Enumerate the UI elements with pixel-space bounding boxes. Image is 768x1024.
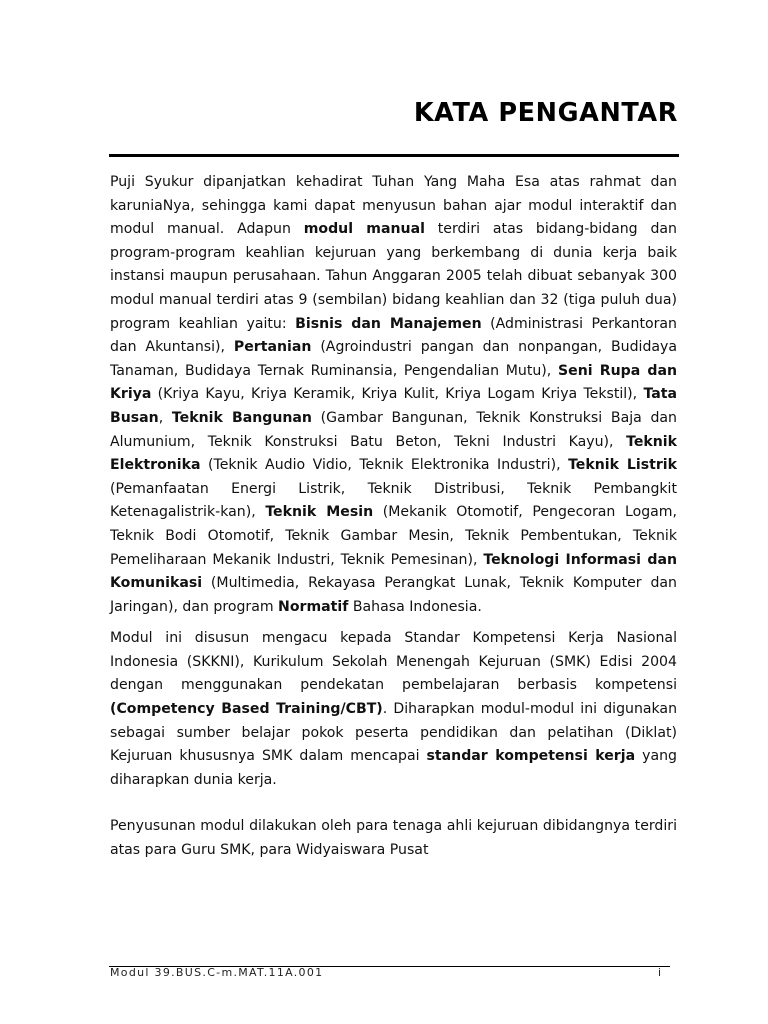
bold-term: Pertanian [233,339,312,356]
bold-term: Teknik Mesin [265,504,374,521]
bold-term: Teknologi Informasi dan Komunikasi [110,551,677,592]
text-run: (Pemanfaatan Energi Listrik, Teknik Distribusi, Teknik Pembangkit Ketenagalistrik-kan), [110,480,677,521]
bold-term: Tata Busan [110,386,677,426]
text-run: Modul ini disusun mengacu kepada Standar Kompetensi Kerja Nasional Indonesia (SKKNI), Kurikulum Sekolah Menengah Kejuruan (SMK) Edisi 2004 dengan menggunakan pendekatan pembelajaran berbasis kompetensi [110,630,677,694]
text-run: (Teknik Audio Vidio, Teknik Elektronika Industri), [200,457,569,474]
text-run: (Mekanik Otomotif, Pengecoran Logam, Teknik Bodi Otomotif, Teknik Gambar Mesin, Teknik Pembentukan, Teknik Pemeliharaan Mekanik Industri, Teknik Pemesinan), [110,504,677,568]
bold-term: Bisnis dan Manajemen [295,315,482,332]
text-run: (Agroindustri pangan dan nonpangan, Budidaya Tanaman, Budidaya Ternak Ruminansia, Pengendalian Mutu), [110,339,678,379]
title-divider [109,154,679,157]
footer-module-code: Modul 39.BUS.C-m.MAT.11A.001 [110,966,324,979]
document-body [110,171,677,863]
footer-page-number: i [658,966,662,979]
bold-term: Seni Rupa dan Kriya [110,362,677,403]
paragraph-2 [110,627,677,792]
paragraph-3 [110,815,677,862]
bold-term: (Competency Based Training/CBT) [110,701,383,718]
text-run: Penyusunan modul dilakukan oleh para tenaga ahli kejuruan dibidangnya terdiri atas para Guru SMK, para Widyaiswara Pusat [110,818,677,859]
text-run: (Administrasi Perkantoran dan Akuntansi), [110,315,677,356]
paragraph-1 [110,171,677,619]
text-run: terdiri atas bidang-bidang dan program-program keahlian kejuruan yang berkembang di dunia kerja baik instansi maupun perusahaan. Tahun Anggaran 2005 telah dibuat sebanyak 300 modul manual terdiri atas 9 (sembilan) bidang keahlian dan 32 (tiga puluh dua) program keahlian yaitu: [110,221,677,332]
bold-term: Teknik Listrik [568,457,677,474]
text-run: . Diharapkan modul-modul ini digunakan sebagai sumber belajar pokok peserta pendidikan dan pelatihan (Diklat) Kejuruan khususnya SMK dalam mencapai [110,701,677,765]
page-title: KATA PENGANTAR [413,98,678,128]
bold-term: modul manual [303,221,425,238]
text-run: Puji Syukur dipanjatkan kehadirat Tuhan Yang Maha Esa atas rahmat dan karuniaNya, sehingga kami dapat menyusun bahan ajar modul interaktif dan modul manual. Adapun [110,174,677,238]
text-run: , [158,409,172,426]
text-run: (Multimedia, Rekayasa Perangkat Lunak, Teknik Komputer dan Jaringan), dan program [110,575,677,615]
bold-term: standar kompetensi kerja [426,748,636,765]
bold-term: Normatif [278,598,349,615]
bold-term: Teknik Bangunan [171,409,312,426]
bold-term: Teknik Elektronika [110,433,677,474]
text-run: yang diharapkan dunia kerja. [110,748,677,788]
text-run: Bahasa Indonesia. [348,598,482,615]
text-run: (Kriya Kayu, Kriya Keramik, Kriya Kulit, Kriya Logam Kriya Tekstil), [151,386,644,403]
text-run: (Gambar Bangunan, Teknik Konstruksi Baja dan Alumunium, Teknik Konstruksi Batu Beton, Tekni Industri Kayu), [110,409,677,450]
